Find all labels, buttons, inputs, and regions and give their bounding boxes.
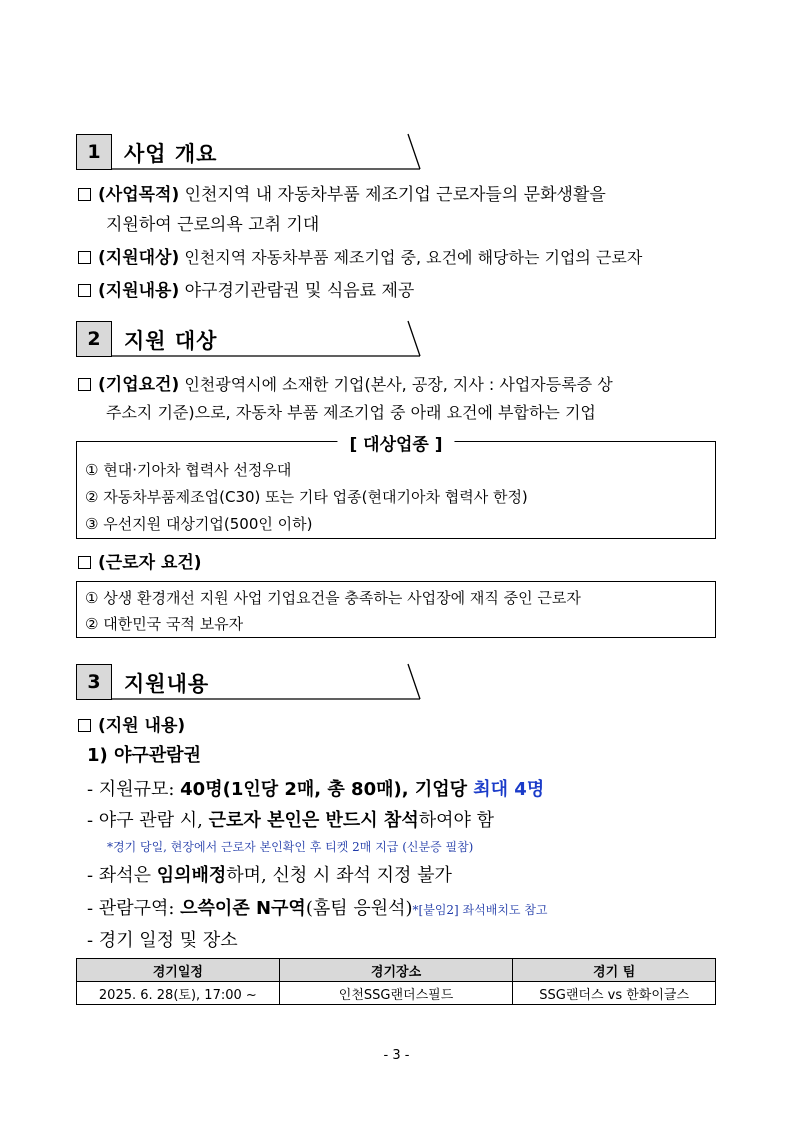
worker-requirement [78, 548, 202, 573]
zone-bold: 으쓱이존 N구역 [180, 898, 306, 919]
section-number: 1 [76, 134, 112, 170]
cell-date: 2025. 6. 28(토), 17:00 ~ [77, 982, 280, 1005]
worker-item-2: ② 대한민국 국적 보유자 [85, 615, 244, 633]
table-header-row [77, 959, 716, 982]
company-text: 인천광역시에 소재한 기업(본사, 공장, 지사 : 사업자등록증 상 [179, 375, 613, 394]
section-header-3 [76, 664, 421, 700]
scale-bold: 40명(1인당 2매, 총 80매), 기업당 [180, 779, 474, 800]
purpose-text-continued: 지원하여 근로의욕 고취 기대 [106, 215, 320, 235]
section-title: 지원 대상 [124, 329, 218, 353]
header-date: 경기일정 [77, 959, 280, 982]
support-scale [87, 775, 544, 801]
target-text: 인천지역 자동차부품 제조기업 중, 요건에 해당하는 기업의 근로자 [179, 248, 643, 267]
cell-venue: 인천SSG랜더스필드 [279, 982, 513, 1005]
section-header-1 [76, 134, 421, 170]
viewing-zone [87, 894, 548, 920]
schedule-table [76, 958, 716, 1005]
content-text: 야구경기관람권 및 식음료 제공 [179, 281, 415, 301]
industry-item-2: ② 자동차부품제조업(C30) 또는 기타 업종(현대기아차 협력사 한정) [85, 488, 528, 506]
seat-rule [87, 861, 452, 887]
scale-max: 최대 4명 [473, 779, 545, 800]
section-title: 지원내용 [124, 672, 210, 696]
overview-content [78, 276, 414, 301]
company-requirement [78, 370, 613, 395]
seat-bold: 임의배정 [156, 865, 227, 886]
attend-suffix: 하여야 함 [418, 810, 494, 831]
industry-item-3: ③ 우선지원 대상기업(500인 이하) [85, 515, 313, 533]
scale-prefix: - 지원규모: [87, 779, 181, 800]
attendance-note: *경기 당일, 현장에서 근로자 본인확인 후 티켓 2매 지급 (신분증 필참) [107, 840, 474, 854]
worker-item-1: ① 상생 환경개선 지원 사업 기업요건을 충족하는 사업장에 재직 중인 근로자 [85, 589, 581, 607]
zone-suffix: (홈팀 응원석) [305, 898, 413, 919]
industry-box-header: [ 대상업종 ] [337, 430, 454, 455]
target-label: (지원대상) [98, 248, 180, 268]
purpose-text: 인천지역 내 자동차부품 제조기업 근로자들의 문화생활을 [179, 185, 606, 205]
attend-bold: 근로자 본인은 반드시 참석 [208, 810, 419, 831]
checkbox-icon [78, 284, 91, 297]
industry-item-1: ① 현대·기아차 협력사 선정우대 [85, 461, 292, 479]
zone-prefix: - 관람구역: [87, 898, 181, 919]
table-row [77, 982, 716, 1005]
company-text-continued: 주소지 기준)으로, 자동차 부품 제조기업 중 아래 요건에 부합하는 기업 [106, 403, 596, 422]
worker-label: (근로자 요건) [98, 553, 202, 573]
section-number: 2 [76, 321, 112, 357]
company-label: (기업요건) [98, 375, 180, 395]
support-label: (지원 내용) [98, 716, 186, 736]
attend-prefix: - 야구 관람 시, [87, 810, 209, 831]
checkbox-icon [78, 719, 91, 732]
content-label: (지원내용) [98, 281, 180, 301]
support-content [78, 711, 185, 736]
purpose-label: (사업목적) [98, 185, 180, 205]
header-teams: 경기 팀 [513, 959, 716, 982]
checkbox-icon [78, 378, 91, 391]
baseball-ticket-title: 1) 야구관람권 [87, 745, 201, 766]
header-venue: 경기장소 [279, 959, 513, 982]
checkbox-icon [78, 556, 91, 569]
section-header-2 [76, 321, 421, 357]
overview-target [78, 243, 642, 268]
section-title: 사업 개요 [124, 142, 218, 166]
worker-box [76, 581, 716, 638]
zone-note: *[붙임2] 좌석배치도 참고 [412, 903, 548, 917]
checkbox-icon [78, 188, 91, 201]
attendance-rule [87, 806, 494, 832]
checkbox-icon [78, 251, 91, 264]
seat-prefix: - 좌석은 [87, 865, 157, 886]
overview-purpose [78, 180, 606, 205]
cell-teams: SSG랜더스 vs 한화이글스 [513, 982, 716, 1005]
seat-suffix: 하며, 신청 시 좌석 지정 불가 [226, 865, 452, 886]
section-number: 3 [76, 664, 112, 700]
page-number: - 3 - [383, 1048, 410, 1063]
schedule-title: - 경기 일정 및 장소 [87, 930, 238, 951]
industry-box [76, 435, 716, 539]
